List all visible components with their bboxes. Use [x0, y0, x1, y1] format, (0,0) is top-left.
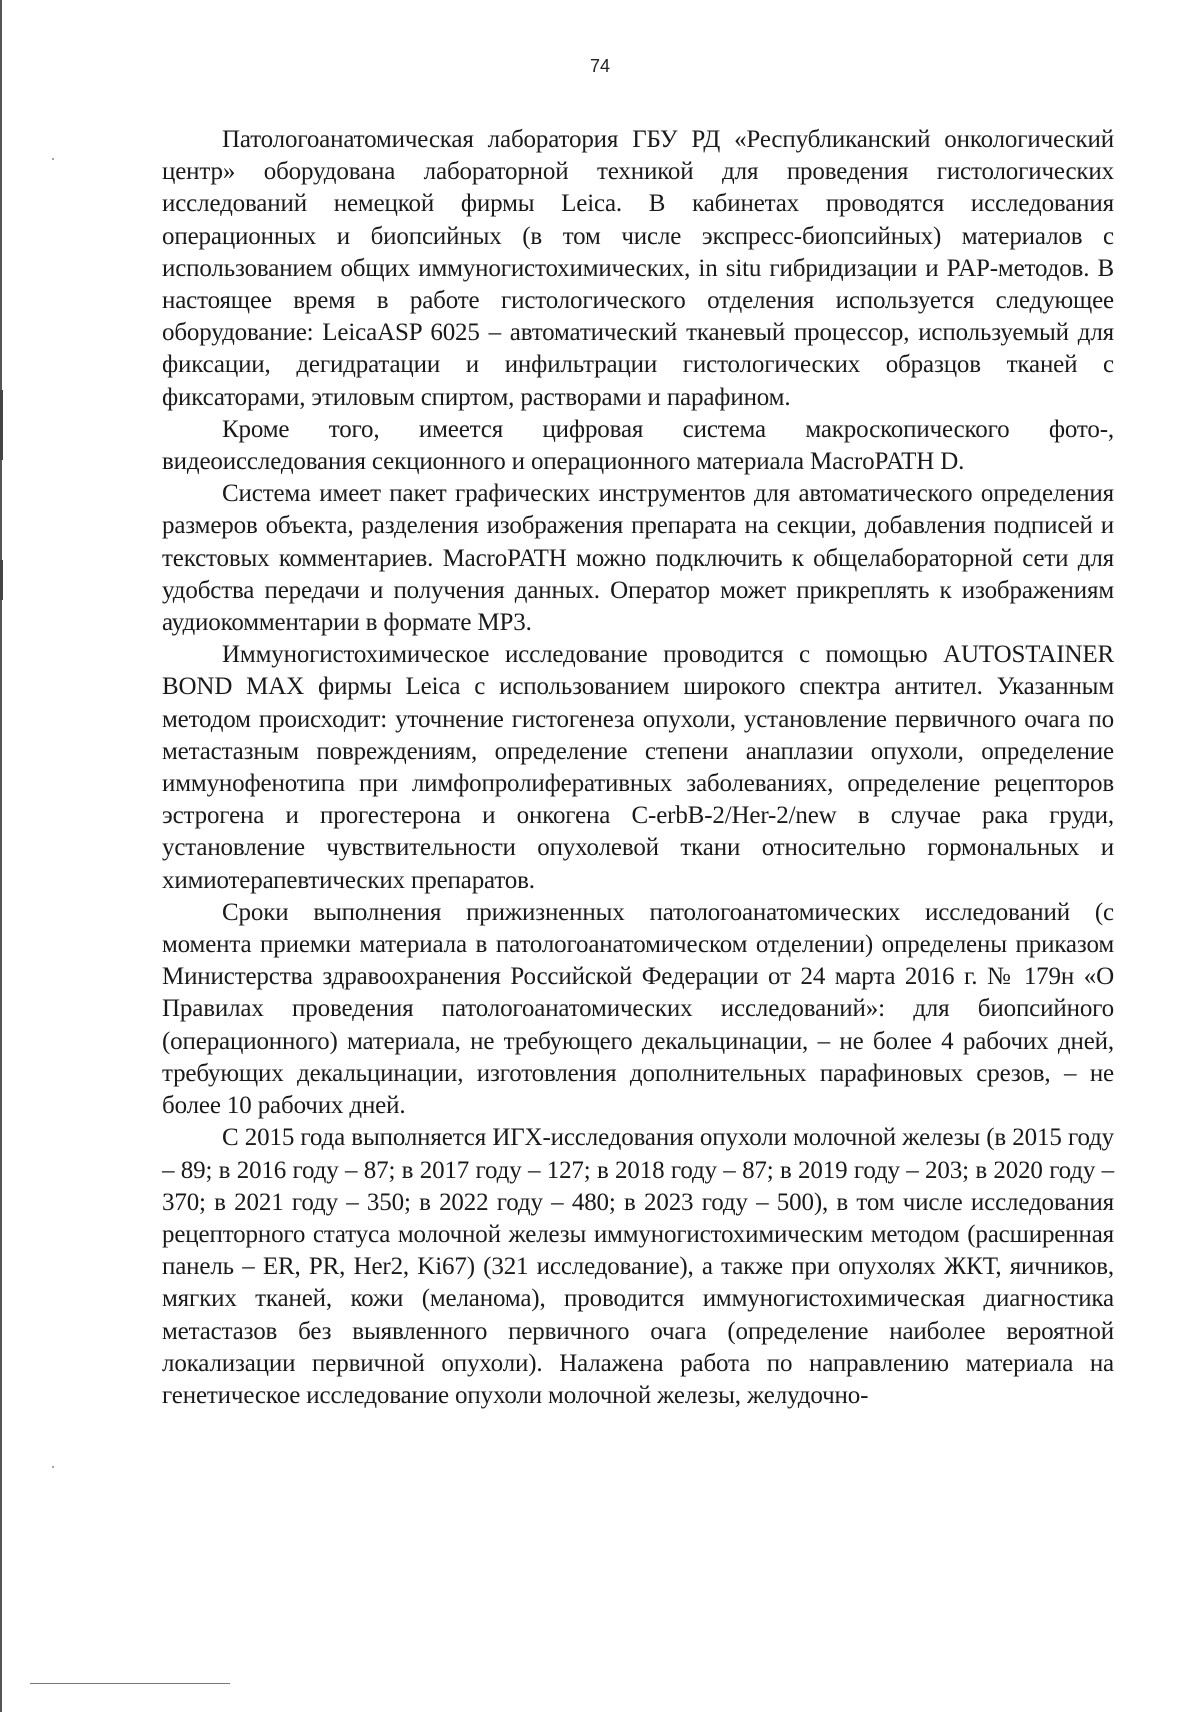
scan-bottom-rule	[30, 1683, 230, 1684]
paragraph-graphic-tools: Система имеет пакет графических инструментов для автоматического определения размеров объекта, разделения изображения препарата на секции, добавления подписей и текстовых комментариев. MacroPATH можно подключить к общелабораторной сети для удобства передачи и получения данных. Оператор может прикреплять к изображениям аудиокомментарии в формате MP3.	[162, 480, 1114, 637]
scan-edge-mark	[0, 390, 3, 460]
scan-speck	[52, 1466, 54, 1468]
paragraph-ihc-statistics: С 2015 года выполняется ИГХ-исследования опухоли молочной железы (в 2015 году – 89; в 2016 году – 87; в 2017 году – 127; в 2018 году – 87; в 2019 году – 203; в 2020 году – 370; в 2021 году – 350; в 2022 году – 480; в 2023 году – 500), в том числе исследования рецепторного статуса молочной железы иммуногистохимическим методом (расширенная панель – ER, PR, Her2, Ki67) (321 исследование), а также при опухолях ЖКТ, яичников, мягких тканей, кожи (меланома), проводится иммуногистохимическая диагностика метастазов без выявленного первичного очага (определение наиболее вероятной локализации первичной опухоли). Налажена работа по направлению материала на генетическое исследование опухоли молочной железы, желудочно-	[162, 1124, 1114, 1409]
body-text	[162, 124, 1114, 1412]
paragraph-macropath-system: Кроме того, имеется цифровая система макроскопического фото-, видеоисследования секционного и операционного материала MacroPATH D.	[162, 415, 1114, 476]
page-number: 74	[589, 56, 611, 76]
scan-edge-mark	[0, 560, 3, 600]
scan-speck	[52, 158, 54, 160]
scan-edge-line	[0, 0, 2, 1712]
paragraph-deadlines: Сроки выполнения прижизненных патологоанатомических исследований (с момента приемки материала в патологоанатомическом отделении) определены приказом Министерства здравоохранения Российской Федерации от 24 марта 2016 г. № 179н «О Правилах проведения патологоанатомических исследований»: для биопсийного (операционного) материала, не требующего декальцинации, – не более 4 рабочих дней, требующих декальцинации, изготовления дополнительных парафиновых срезов, – не более 10 рабочих дней.	[162, 898, 1114, 1120]
paragraph-immunohistochemistry: Иммуногистохимическое исследование проводится с помощью AUTOSTAINER BOND MAX фирмы Leica с использованием широкого спектра антител. Указанным методом происходит: уточнение гистогенеза опухоли, установление первичного очага по метастазным повреждениям, определение степени анаплазии опухоли, определение иммунофенотипа при лимфопролиферативных заболеваниях, определение рецепторов эстрогена и прогестерона и онкогена C-erbB-2/Her-2/new в случае рака груди, установление чувствительности опухолевой ткани относительно гормональных и химиотерапевтических препаратов.	[162, 641, 1114, 894]
paragraph-laboratory-equipment: Патологоанатомическая лаборатория ГБУ РД «Республиканский онкологический центр» оборудована лабораторной техникой для проведения гистологических исследований немецкой фирмы Leica. В кабинетах проводятся исследования операционных и биопсийных (в том числе экспресс-биопсийных) материалов с использованием общих иммуногистохимических, in situ гибридизации и PAP-методов. В настоящее время в работе гистологического отделения используется следующее оборудование: LeicaASP 6025 – автоматический тканевый процессор, используемый для фиксации, дегидратации и инфильтрации гистологических образцов тканей с фиксаторами, этиловым спиртом, растворами и парафином.	[162, 126, 1114, 411]
